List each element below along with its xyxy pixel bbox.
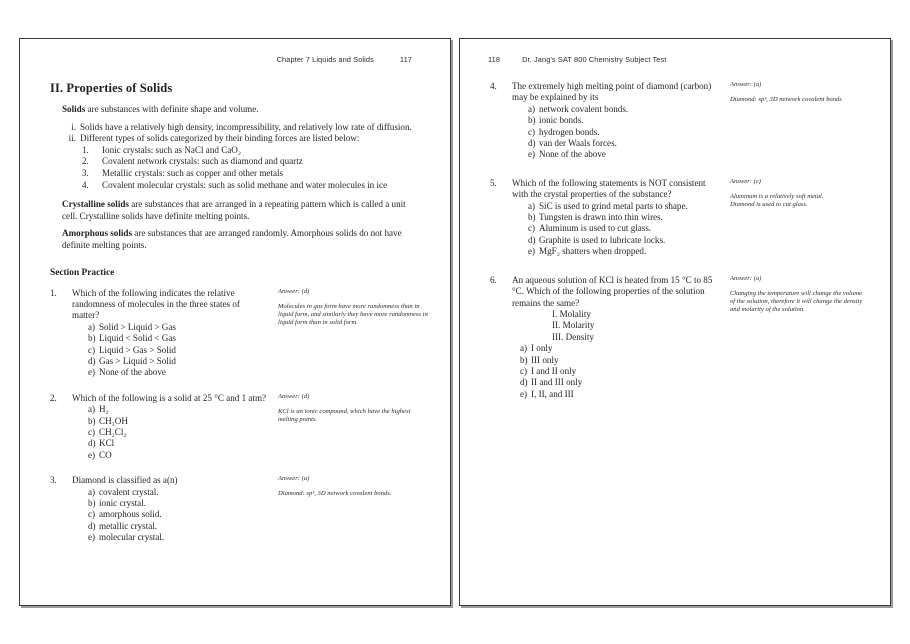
choice-text: CH₂Cl₂ [99,427,127,437]
answer-choice[interactable] [528,235,720,246]
intro-prose [62,104,420,252]
answer-explanation: Aluminum is a relatively soft metal. [730,192,824,200]
answer-choice[interactable] [528,104,720,115]
choice-label: e) [88,367,96,378]
answer-explanation: Changing the temperature will change the volume of the solution, therefore it will change the density and molarity of the solution. [730,289,863,313]
choice-text: III only [531,354,559,365]
choice-text: covalent crystal. [99,486,159,497]
choice-label: e) [88,532,96,543]
answer-choice[interactable] [88,532,268,543]
answer-choice[interactable] [520,366,720,377]
choice-label: e) [88,449,96,460]
answer-choice[interactable] [88,404,268,415]
choice-label: a) [520,343,528,354]
answer-choice[interactable] [88,509,268,520]
page-number-118: 118 [488,55,501,64]
answer-choice[interactable] [88,333,268,344]
choice-text: H₂ [99,404,109,415]
amorphous-solids-term: Amorphous solids [62,228,132,239]
choice-label: c) [528,223,536,234]
answer-choice[interactable] [88,450,268,461]
answer-choice[interactable] [528,212,720,223]
crystalline-solids-text: are substances that are arranged in a repeating pattern which is called a unit cell. Crystalline solids have definite melting points. [62,199,406,221]
answer-key: Answer: (a) [730,274,762,282]
choice-label: a) [88,321,96,332]
crystal-type-marker: 4. [82,179,89,190]
answer-key: Answer: (d) [278,392,310,400]
choice-label: e) [528,149,536,160]
choice-label: c) [528,126,536,137]
choice-label: c) [88,427,96,437]
question-number: 4. [490,81,497,91]
answer-choice[interactable] [528,127,720,138]
roman-item-text: Different types of solids categorized by their binding forces are listed below: [80,133,360,144]
choice-text: Aluminum is used to cut glass. [539,223,652,234]
answer-choice[interactable] [88,427,268,438]
question-body [490,81,720,161]
answer-choice[interactable] [528,115,720,126]
crystal-type-marker: 1. [82,144,89,155]
answer-key: Answer: (a) [730,81,762,88]
choice-label: c) [88,509,96,520]
crystal-type-text: Ionic crystals: such as NaCl and CaO₂ [102,144,242,155]
crystal-type-item [80,156,420,168]
choice-text: amorphous solid. [99,509,162,520]
roman-list [62,122,420,192]
answer-choices [490,201,720,258]
question-number: 6. [490,274,497,285]
page-number-117: 117 [399,55,412,64]
roman-item [62,122,420,134]
answer-choice[interactable] [528,246,720,257]
choice-text: II and III only [531,377,583,388]
roman-marker: ii. [68,133,76,144]
solids-definition-text: are substances with definite shape and volume. [85,104,259,114]
crystal-type-text: Covalent molecular crystals: such as solid methane and water molecules in ice [102,179,388,190]
choice-text: I only [531,343,553,354]
choice-text: ionic crystal. [99,498,146,509]
roman-numeral-statements [490,309,720,343]
answer-choice[interactable] [88,356,268,367]
answer-choices [490,104,720,161]
answer-explanation: KCl is an ionic compound, which have the highest melting points. [278,407,411,423]
choice-text: I, II, and III [531,388,574,399]
choice-text: network covalent bonds. [539,103,629,114]
choice-text: Liquid > Gas > Solid [99,344,176,355]
choice-text: Solid > Liquid > Gas [99,321,176,332]
question-2 [42,393,428,461]
question-body [50,288,268,379]
running-head-chapter: Chapter 7 Liquids and Solids [276,55,374,64]
roman-marker: i. [71,121,76,132]
crystal-type-text: Metallic crystals: such as copper and other metals [102,167,284,178]
choice-label: a) [88,404,96,415]
answer-choice[interactable] [88,367,268,378]
answer-choices [50,322,268,379]
margin-answer-note [720,275,868,400]
answer-explanation-secondary: Diamond is used to cut glass. [730,201,808,209]
choice-text: I and II only [531,365,577,376]
crystal-type-item [80,180,420,192]
section-practice-heading: Section Practice [50,267,115,278]
question-body [50,393,268,461]
choice-label: c) [88,344,96,355]
roman-statement: II. Molarity [552,320,595,331]
question-stem: Which of the following indicates the relative randomness of molecules in the three states of matter? [72,287,240,321]
answer-key: Answer: (a) [278,475,310,483]
margin-answer-note [720,81,868,161]
question-3 [42,475,428,543]
answer-choices [50,487,268,544]
question-stem: The extremely high melting point of diamond (carbon) may be explained by its [512,81,712,103]
choice-text: Gas > Liquid > Solid [99,355,176,366]
choice-label: a) [88,486,96,497]
question-body [490,275,720,400]
choice-label: d) [528,234,536,245]
answer-choices [490,343,720,400]
crystal-type-item [80,168,420,180]
crystal-type-marker: 2. [82,156,89,167]
choice-text: None of the above [99,367,166,378]
choice-text: CH₃OH [99,415,128,426]
roman-statement: III. Density [552,331,594,342]
crystal-type-item [80,145,420,157]
choice-label: b) [88,333,96,344]
roman-statement: I. Molality [552,308,591,319]
question-5 [482,178,868,258]
question-body [490,178,720,258]
page-left [19,38,451,606]
answer-choice[interactable] [520,389,720,400]
choice-label: b) [88,498,96,509]
answer-choices [50,404,268,461]
crystal-type-text: Covalent network crystals: such as diamond and quartz [102,156,303,167]
question-number: 2. [50,392,57,403]
answer-choice[interactable] [88,322,268,333]
choice-text: None of the above [539,149,606,160]
solids-definition [62,104,420,116]
choice-label: e) [520,388,528,399]
choice-label: e) [528,246,536,257]
question-1 [42,288,428,379]
question-stem: Diamond is classified as a(n) [72,475,178,486]
question-stem: Which of the following is a solid at 25 °C and 1 atm? [72,392,267,403]
choice-label: a) [528,103,536,114]
choice-text: Tungsten is drawn into thin wires. [539,212,663,223]
choice-label: c) [520,365,528,376]
question-4 [482,81,868,161]
amorphous-solids-paragraph [62,228,420,251]
answer-choice[interactable] [520,343,720,354]
answer-choice[interactable] [88,521,268,532]
choice-label: b) [88,415,96,426]
question-6 [482,275,868,400]
answer-choice[interactable] [520,355,720,366]
answer-choice[interactable] [520,377,720,388]
solids-term: Solids [62,104,86,114]
choice-text: metallic crystal. [99,520,158,531]
choice-label: b) [528,212,536,223]
choice-label: d) [520,377,528,388]
amorphous-solids-text: are substances that are arranged randomly. Amorphous solids do not have definite melting points. [62,228,402,250]
choice-label: d) [88,355,96,366]
choice-label: b) [520,354,528,365]
roman-item [62,133,420,191]
question-number: 1. [50,287,57,298]
question-number: 3. [50,475,57,486]
choice-label: a) [528,200,536,211]
choice-label: d) [528,138,536,149]
answer-choice[interactable] [528,223,720,234]
running-head-left-page [42,55,428,71]
choice-label: d) [88,438,96,449]
choice-text: ionic bonds. [539,115,584,126]
margin-answer-note [268,475,428,543]
question-stem: Which of the following statements is NOT consistent with the crystal properties of the substance? [512,177,706,200]
choice-text: MgF₂ shatters when dropped. [539,246,647,257]
choice-text: van der Waals forces. [539,138,617,149]
answer-choice[interactable] [88,438,268,449]
choice-text: SiC is used to grind metal parts to shape. [539,200,688,211]
answer-choice[interactable] [88,416,268,427]
answer-explanation: Molecules in gas form have more randomness than in liquid form, and similarly they have more randomness in liquid form than in solid form. [278,302,428,326]
crystalline-solids-paragraph [62,199,420,222]
answer-key: Answer: (c) [730,177,761,185]
choice-text: hydrogen bonds. [539,126,600,137]
answer-choice[interactable] [88,487,268,498]
crystal-type-marker: 3. [82,167,89,178]
margin-answer-note [720,178,868,258]
answer-choice[interactable] [528,201,720,212]
answer-choice[interactable] [88,345,268,356]
roman-item-text: Solids have a relatively high density, incompressibility, and relatively low rate of diffusion. [80,121,412,132]
crystal-types-list [80,145,420,191]
choice-label: b) [528,115,536,126]
choice-text: Graphite is used to lubricate locks. [539,234,666,245]
section-title: II. Properties of Solids [50,81,173,95]
answer-explanation: Diamond: sp³, 3D network covalent bonds. [278,490,392,498]
question-stem: An aqueous solution of KCl is heated from 15 °C to 85 °C. Which of the following properties of the solution remains the same? [512,274,713,308]
choice-text: KCl [99,438,115,449]
crystalline-solids-term: Crystalline solids [62,199,129,210]
answer-explanation: Diamond: sp³, 3D network covalent bonds [730,96,842,104]
margin-answer-note [268,393,428,461]
question-number: 5. [490,177,497,188]
choice-label: d) [88,520,96,531]
page-right [459,38,891,606]
question-body [50,475,268,543]
answer-choice[interactable] [528,149,720,160]
choice-text: Liquid < Solid < Gas [99,333,176,344]
margin-answer-note [268,288,428,379]
choice-text: molecular crystal. [99,532,165,543]
answer-choice[interactable] [88,498,268,509]
running-head-right-page [482,55,868,71]
answer-key: Answer: (d) [278,287,310,295]
choice-text: CO [99,449,112,460]
running-head-book-title: Dr. Jang's SAT 800 Chemistry Subject Test [522,55,667,64]
answer-choice[interactable] [528,138,720,149]
